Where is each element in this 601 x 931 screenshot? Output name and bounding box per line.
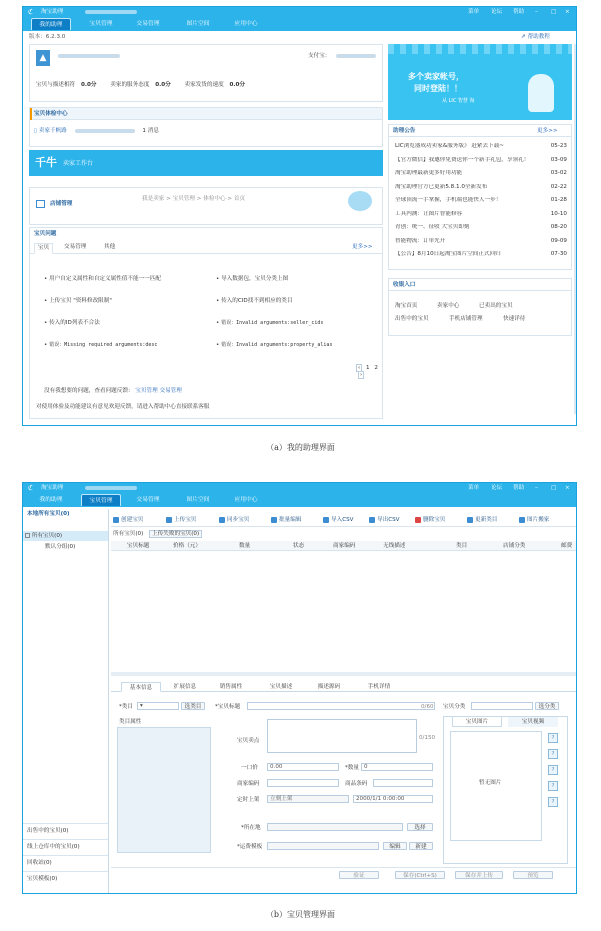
issue-left-1[interactable]: • 上传宝贝 "资料修改限制" [44,298,112,304]
list-time-mode: 立刻上架 [270,796,293,802]
item-toolbar [111,513,576,527]
category-select[interactable]: ▾ [137,702,179,710]
announcement-text: 【官方微信】我邀你免费送你一个新手礼包，享领礼！ [395,156,530,163]
create-icon [113,517,119,523]
sidebar-bottom-3[interactable]: 宝贝模板(0) [23,871,108,885]
validate-button[interactable]: 验证 [339,871,379,879]
image-tab-video[interactable]: 宝贝视频 [508,717,558,727]
close-icon[interactable]: × [565,9,570,15]
image-slot-1-icon[interactable]: ? [548,733,558,743]
shop-link[interactable]: 卖家千帆路 [38,128,67,134]
freight-label: *运费模板 [237,844,263,850]
issues-tab-2[interactable]: 其他 [104,244,116,250]
announcement-text: 智能物流：订单先开 [395,237,446,244]
detail-tab-sale[interactable]: 销售属性 [219,684,243,690]
export-icon [369,517,375,523]
announcement-item[interactable] [395,224,567,234]
income-link-2[interactable]: 已卖出的宝贝 [479,303,513,309]
shop-manage-icon [36,200,45,208]
alipay-account [336,54,376,58]
tab-item-manage-b[interactable]: 宝贝管理 [81,494,121,506]
income-link-4[interactable]: 手机店铺管理 [449,316,483,322]
restore-icon-b[interactable]: □ [551,485,557,491]
issues-title: 宝贝问题 [34,231,57,237]
batch-edit-button[interactable] [271,515,301,525]
tab-my-assistant-b[interactable]: 我的助理 [39,497,63,503]
image-move-button[interactable] [519,515,549,525]
menu-button[interactable]: 菜单 [468,9,480,15]
col-shop-category[interactable]: 店铺分类 [503,543,526,549]
tree-illustration-icon [348,191,372,211]
prop-box[interactable] [117,727,211,853]
account-name [85,10,137,14]
filter-failed[interactable]: 上传失败的宝贝(0) [149,530,202,538]
announcement-date: 10-10 [550,210,567,217]
issues-tab-0[interactable]: 宝贝 [34,243,53,254]
price-value: 0.00 [270,764,283,770]
rating-label-1: 卖家的服务态度 [110,82,150,88]
ratings-row [36,82,376,89]
tab-my-assistant[interactable]: 我的助理 [31,18,71,30]
experience-links [34,128,159,135]
caption-a: （a）我的助理界面 [266,443,335,452]
taobao-logo-icon: ℭ [28,8,33,16]
shop-name [58,54,120,58]
vertical-scrollbar[interactable] [574,44,576,414]
delete-item-label: 删除宝贝 [423,517,446,523]
upload-item-label: 上传宝贝 [174,517,197,523]
rating-label-2: 卖家发货的速度 [184,82,224,88]
detail-tab-desc[interactable]: 宝贝描述 [269,684,293,690]
caption-b: （b）宝贝管理界面 [265,910,336,919]
selling-point-input[interactable] [267,719,417,753]
next-page-icon[interactable]: › [360,371,363,378]
issues-footer-2: 对使用体验及功能建议有意见欢迎反馈，请进入帮助中心直接联系客服 [36,404,210,410]
announcement-date: 07-30 [550,251,567,257]
location-select[interactable] [267,823,403,831]
col-code[interactable]: 商家编码 [333,543,356,549]
window-b [22,482,577,894]
issues-footer-1 [44,388,182,395]
col-price[interactable]: 价格（元） [173,543,201,549]
promo-brand: 从 LIC 智慧 淘 [442,98,475,104]
income-title: 收银入口 [393,282,416,288]
announcement-date: 01-28 [550,197,567,203]
checkbox-icon[interactable] [25,533,30,538]
selling-counter: 0/150 [419,735,436,741]
minimize-icon-b[interactable]: – [535,485,538,491]
announcement-item[interactable] [395,211,567,221]
freight-select[interactable] [267,842,379,850]
title-bar-b [23,483,576,493]
announcement-text: LIC浏览器成功卖家&服务版》 赶紧去下载~ [395,143,504,149]
delete-icon [415,517,421,523]
issue-right-0[interactable]: • 导入数据包，宝贝分类上图 [216,276,289,282]
code-label: 商家编码 [237,781,260,787]
title-counter: 0/60 [421,704,434,710]
tab-item-manage[interactable]: 宝贝管理 [89,21,113,27]
announcements-title: 助理公告 [393,128,416,134]
qty-value: 0 [364,764,368,770]
help-tutorial-label: 帮助教程 [527,34,550,40]
filter-row [111,529,576,539]
image-slot-4-icon[interactable]: ? [548,781,558,791]
announcement-date: 02-22 [550,183,567,190]
col-status[interactable]: 状态 [293,543,305,549]
title-input[interactable] [247,702,435,710]
tab-image-space-b[interactable]: 图片空间 [186,497,210,503]
no-image-text: 暂无图片 [479,780,502,786]
barcode-label: 商品条码 [345,781,368,787]
rating-label-0: 宝贝与描述相符 [36,82,76,88]
announcement-text: 淘宝助理最新更多好用功能 [395,170,463,176]
update-icon [467,517,473,523]
issue-right-2-text: 错误：Invalid arguments:seller_cids [221,320,324,326]
window-a [22,6,577,426]
announcement-text: 淘宝助理官方已更新5.8.1.0全新发布 [395,183,488,190]
income-header [389,279,571,291]
footer-trade-manage-link[interactable]: 交易管理 [159,388,182,394]
location-label: *所在地 [241,825,261,831]
update-category-label: 更新类目 [475,517,498,523]
prop-label: 类目属性 [119,719,142,725]
list-time-input[interactable] [353,795,433,803]
avatar: ▲ [36,50,50,66]
detail-tabs [111,682,576,692]
filter-all[interactable]: 所有宝贝(0) [113,531,144,537]
promo-character-icon [528,74,554,112]
sync-item-button[interactable] [219,515,249,525]
income-link-3[interactable]: 出售中的宝贝 [395,316,429,322]
announcement-item[interactable] [395,157,567,167]
qianniu-text: 卖家工作台 [63,160,94,167]
image-move-label: 图片搬家 [527,517,550,523]
main-tabs-b [23,493,576,507]
export-csv-button[interactable] [369,515,399,525]
horizontal-scrollbar[interactable] [111,672,576,676]
issues-panel [29,227,383,419]
sidebar-item-all-label: 所有宝贝(0) [31,533,63,539]
announcement-date: 08-20 [550,224,567,230]
detail-tab-mobile[interactable]: 手机详情 [367,684,391,690]
list-area [111,552,576,670]
qty-input[interactable] [361,763,433,771]
create-item-button[interactable] [113,515,143,525]
choose-shop-category-button[interactable]: 选分类 [535,702,559,710]
issue-right-0-text: 导入数据包，宝贝分类上图 [221,276,289,282]
detail-tab-source[interactable]: 描述源码 [317,684,341,690]
col-qty[interactable]: 数量 [239,543,251,549]
announcement-item[interactable] [395,170,567,180]
title-label: *宝贝标题 [215,704,241,710]
sync-item-label: 同步宝贝 [227,517,250,523]
taobao-logo-icon-b: ℭ [28,484,33,492]
issues-tab-1[interactable]: 交易管理 [64,244,87,250]
save-button[interactable]: 保存(Ctrl+S) [395,871,445,879]
col-wireless[interactable]: 无线描述 [383,543,406,549]
forum-button-b[interactable]: 论坛 [491,485,503,491]
issue-right-1-text: 传入的CID找不到相应的类目 [221,298,293,304]
import-csv-button[interactable] [323,515,353,525]
issue-left-2[interactable]: • 传入的ID列表不合法 [44,320,100,326]
shop-category-label: 宝贝分类 [443,704,466,710]
rating-value-0: 0.0分 [80,82,97,88]
image-slot-2-icon[interactable]: ? [548,749,558,759]
issues-footer-1-text: 没有我想要的问题，查看问题反馈： [44,388,134,394]
image-slot-3-icon[interactable]: ? [548,765,558,775]
page-1[interactable]: 1 [366,365,370,371]
issues-tabs [30,242,382,254]
issue-left-1-text: 上传宝贝 "资料修改限制" [49,298,112,304]
image-panel [443,716,568,864]
shop-category-input[interactable] [471,702,533,710]
issue-left-2-text: 传入的ID列表不合法 [49,320,100,326]
image-move-icon [519,517,525,523]
issues-more-link[interactable]: 更多>> [352,244,373,250]
announcements-panel [388,124,572,270]
qianniu-logo: 千牛 [35,156,57,169]
col-category[interactable]: 类目 [456,543,468,549]
issue-left-3[interactable]: • 错误：Missing required arguments:desc [44,342,158,348]
list-time-label: 定时上架 [237,797,260,803]
column-header [111,541,576,551]
export-csv-label: 导出CSV [377,517,400,523]
help-button-b[interactable]: 帮助 [513,485,525,491]
choose-category-button[interactable]: 选类目 [181,702,205,710]
main-tabs [23,17,576,31]
minimize-icon[interactable]: – [535,9,538,15]
location-choose-button[interactable]: 选择 [407,823,433,831]
selling-point-label: 宝贝卖点 [237,738,260,744]
price-label: 一口价 [241,765,258,771]
issues-header [30,228,382,240]
issue-left-0[interactable]: • 用户自定义属性和自定义属性值不能一一匹配 [44,276,161,282]
income-link-1[interactable]: 卖家中心 [437,303,460,309]
rating-value-1: 0.0分 [155,82,171,88]
rating-value-2: 0.0分 [229,82,245,88]
sync-icon [219,517,225,523]
issue-right-3-text: 错误：Invalid arguments:property_alias [221,342,333,348]
qianniu-banner[interactable] [29,150,383,176]
page-2[interactable]: 2 [374,365,378,371]
experience-header [30,108,382,120]
shop-id [75,129,135,133]
import-csv-label: 导入CSV [331,517,354,523]
app-title: 淘宝助理 [41,9,64,15]
footer-item-manage-link[interactable]: 宝贝管理 [135,388,158,394]
sidebar-bottom-1[interactable]: 线上仓库中的宝贝(0) [23,839,108,853]
image-preview[interactable] [450,731,542,841]
announcements-more[interactable]: 更多>> [537,128,558,134]
prev-page-icon[interactable]: ‹ [358,365,361,371]
batch-edit-label: 批量编辑 [279,517,302,523]
experience-panel [29,107,383,147]
announcement-item[interactable] [395,143,567,153]
title-bar [23,7,576,17]
restore-icon[interactable]: □ [551,9,557,15]
forum-button[interactable]: 论坛 [491,9,503,15]
announcement-date: 09-09 [550,237,567,244]
issue-right-2[interactable]: • 错误：Invalid arguments:seller_cids [216,320,324,326]
announcement-date: 03-09 [550,156,567,163]
profile-panel [29,44,383,102]
announcement-text: 【公告】8月10日起淘宝图片空间正式回归 [395,251,501,257]
tab-trade-manage-b[interactable]: 交易管理 [136,497,160,503]
announcement-text: 全球顶流一手掌握，手机端也能快人一步！ [395,197,502,203]
freight-edit-button[interactable]: 编辑 [383,842,407,850]
alipay-label: 支付宝： [308,53,331,59]
promo-line-2: 同时登陆！！ [414,84,462,93]
batch-edit-icon [271,517,277,523]
announcement-date: 03-02 [550,170,567,176]
menu-button-b[interactable]: 菜单 [468,485,480,491]
freight-new-button[interactable]: 新建 [409,842,433,850]
image-tab-pictures[interactable]: 宝贝图片 [452,717,502,727]
sidebar-item-all[interactable] [23,531,108,541]
delete-item-button[interactable] [415,515,445,525]
help-tutorial-link[interactable] [521,34,550,41]
preview-button[interactable]: 预览 [513,871,553,879]
announcement-item[interactable] [395,197,567,207]
item-sidebar [23,509,109,893]
pagination [356,365,382,379]
col-title[interactable]: 宝贝标题 [127,543,150,549]
create-item-label: 创建宝贝 [121,517,144,523]
list-time-value: 2000/1/1 0:00:00 [356,796,405,802]
issue-left-0-text: 用户自定义属性和自定义属性值不能一一匹配 [49,276,161,282]
tab-image-space[interactable]: 图片空间 [186,21,210,27]
import-icon [323,517,329,523]
income-link-0[interactable]: 淘宝首页 [395,303,418,309]
sidebar-bottom-0[interactable]: 出售中的宝贝(0) [23,823,108,837]
announcement-item[interactable] [395,238,567,248]
tab-trade-manage[interactable]: 交易管理 [136,21,160,27]
announcement-item[interactable] [395,184,567,194]
tab-app-center-b[interactable]: 应用中心 [234,497,258,503]
income-panel [388,278,572,336]
sidebar-item-default[interactable]: 默认分组(0) [45,544,76,550]
version-text: 版本：6.2.3.0 [29,34,66,40]
announcement-date: 05-23 [550,143,567,149]
detail-tab-basic[interactable]: 基本信息 [121,682,161,692]
save-upload-button[interactable]: 保存并上传 [455,871,503,879]
list-time-mode-select[interactable] [267,795,349,803]
account-name-b [85,486,137,490]
app-title-b: 淘宝助理 [41,485,64,491]
sidebar-title: 本地所有宝贝(0) [27,511,70,517]
shop-manage-title: 店铺管理 [50,201,73,207]
price-input[interactable] [267,763,339,771]
update-category-button[interactable] [467,515,497,525]
breadcrumb: 我是卖家 > 宝贝管理 > 体检中心 > 首页 [142,196,246,202]
issue-right-1[interactable]: • 传入的CID找不到相应的类目 [216,298,293,304]
tab-app-center[interactable]: 应用中心 [234,21,258,27]
message-count[interactable]: 1 消息 [142,128,159,134]
promo-banner[interactable] [388,44,572,120]
qty-label: *数量 [345,765,359,771]
col-postage[interactable]: 邮费 [561,543,573,549]
issue-right-3[interactable]: • 错误：Invalid arguments:property_alias [216,342,333,348]
sidebar-bottom-2[interactable]: 回收站(0) [23,855,108,869]
category-label: *类目 [119,704,133,710]
announcement-item[interactable] [395,251,567,261]
barcode-input[interactable] [373,779,433,787]
experience-title: 宝贝体检中心 [34,111,68,117]
promo-line-1: 多个卖家帐号， [408,72,464,81]
phone-icon: ▯ [34,128,38,134]
detail-tab-ext[interactable]: 扩展信息 [173,684,197,690]
help-button[interactable]: 帮助 [513,9,525,15]
issue-left-3-text: 错误：Missing required arguments:desc [49,342,158,348]
close-icon-b[interactable]: × [565,485,570,491]
upload-icon [166,517,172,523]
upload-item-button[interactable] [166,515,196,525]
announcement-text: 青创：统一、征收 大宝贝即刻 [395,224,470,230]
announcement-text: 工具内测：让图片智能修容 [395,210,463,217]
shop-manage-panel [29,187,383,225]
image-slot-5-icon[interactable]: ? [548,797,558,807]
code-input[interactable] [267,779,339,787]
promo-pattern [388,44,572,54]
help-icon: ⇗ [521,34,526,40]
income-link-5[interactable]: 快速详待 [503,316,526,322]
